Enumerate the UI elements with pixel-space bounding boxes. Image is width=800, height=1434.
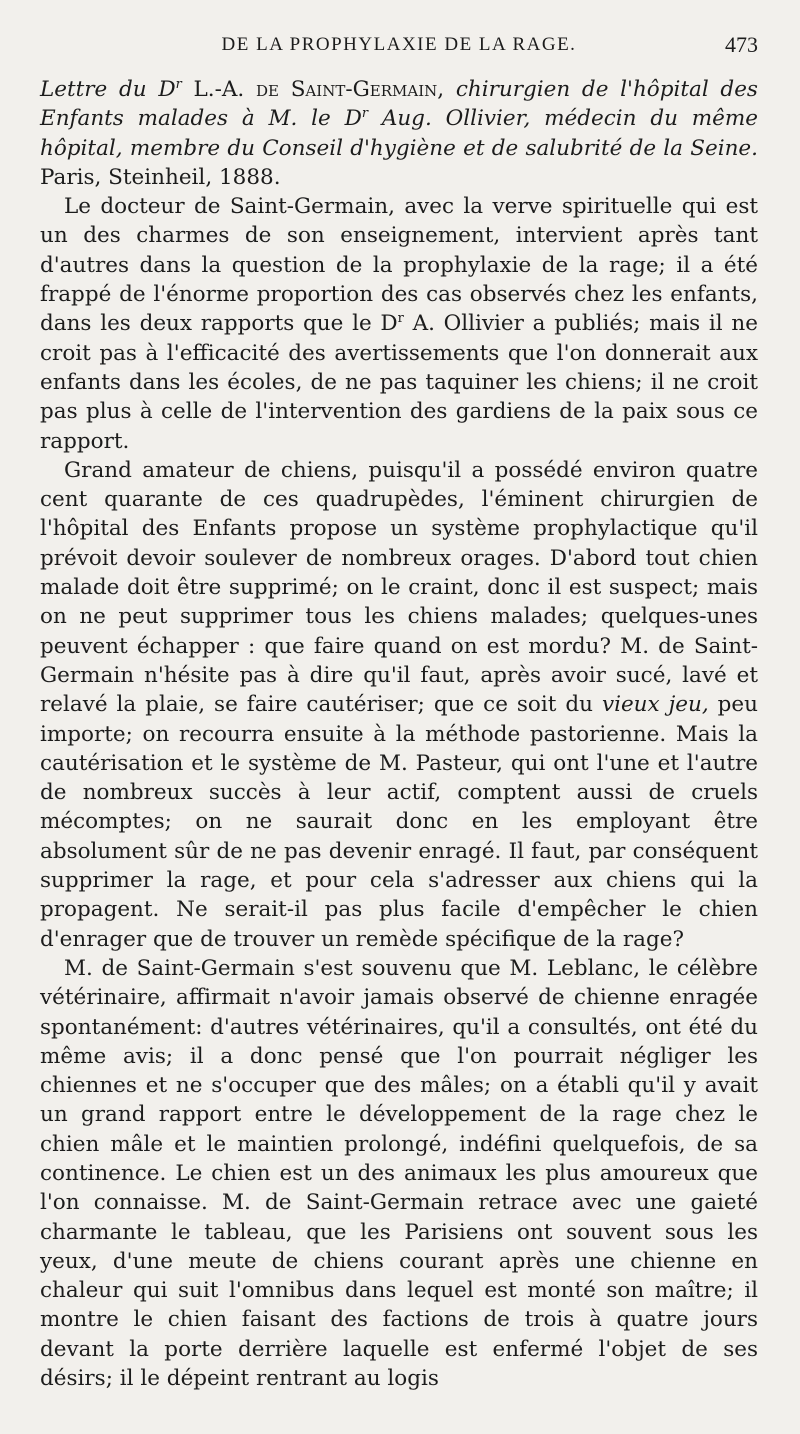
paragraph-1 [40,192,758,456]
ref-recipient: Aug. Ollivier, médecin du même hôpital, membre du Conseil d'hygiène et de salubrité de la Seine. [40,106,758,161]
paragraph-2-emphasis: vieux jeu, [601,692,709,718]
paragraph-1-text-b: A. Ollivier a publiés; mais il ne croit pas à l'efficacité des avertissements que l'on donnerait aux enfants dans les écoles, de ne pas taquiner les chiens; il ne croit pas plus à celle de l'intervention des gardiens de la paix sous ce rapport. [40,311,758,454]
ref-letter-sup: r [175,76,182,92]
body-text [40,75,758,1393]
ref-publisher: Paris, Steinheil, 1888. [40,164,281,190]
page-number: 473 [725,32,758,57]
paragraph-2-text-b: peu importe; on recourra ensuite à la méthode pastorienne. Mais la cautérisation et le système de M. Pasteur, qui ont l'une et l'autre de nombreux succès à leur actif, comptent aussi de cruels mécomptes; on ne saurait donc en les employant être absolument sûr de ne pas devenir enragé. Il faut, par conséquent supprimer la rage, et pour cela s'adresser aux chiens qui la propagent. Ne serait-il pas plus facile d'empêcher le chien d'enrager que de trouver un remède spécifique de la rage? [40,692,759,952]
bibliographic-reference [40,75,758,192]
ref-author-initials: L.-A. [193,77,245,102]
ref-role: chirurgien de l'hôpital des Enfants malades à M. le D [40,77,758,132]
paragraph-3: M. de Saint-Germain s'est souvenu que M. Leblanc, le célèbre vétérinaire, affirmait n'avoir jamais observé de chienne enragée spontanément: d'autres vétérinaires, qu'il a consultés, ont été du même avis; il a donc pensé que l'on pourrait négliger les chiennes et ne s'occuper que des mâles; on a établi qu'il y avait un grand rapport entre le développement de la rage chez le chien mâle et le maintien prolongé, indéfini quelquefois, de sa continence. Le chien est un des animaux les plus amoureux que l'on connaisse. M. de Saint-Germain retrace avec une gaieté charmante le tableau, que les Parisiens ont souvent sous les yeux, d'une meute de chiens courant après une chienne en chaleur qui suit l'omnibus dans lequel est monté son maître; il montre le chien faisant des factions de trois à quatre jours devant la porte derrière laquelle est enfermé l'objet de ses désirs; il le dépeint rentrant au logis [40,955,758,1392]
running-title: DE LA PROPHYLAXIE DE LA RAGE. [221,34,577,55]
page-header [40,34,758,60]
ref-author-name: Saint-Germain, [290,77,445,102]
paragraph-1-text-a: Le docteur de Saint-Germain, avec la verve spirituelle qui est un des charmes de son enseignement, intervient après tant d'autres dans la question de la prophylaxie de la rage; il a été frappé de l'énorme proportion des cas observés chez les enfants, dans les deux rapports que le D [40,194,758,337]
ref-letter: Lettre du D [40,77,176,102]
paragraph-2 [40,456,758,954]
paragraph-1-sup: r [397,311,404,327]
ref-role-sup: r [361,106,368,122]
paragraph-2-text-a: Grand amateur de chiens, puisqu'il a possédé environ quatre cent quarante de ces quadrupèdes, l'éminent chirurgien de l'hôpital des Enfants propose un système prophylactique qu'il prévoit devoir soulever de nombreux orages. D'abord tout chien malade doit être supprimé; on le craint, donc il est suspect; mais on ne peut supprimer tous les chiens malades; quelques-unes peuvent échapper : que faire quand on est mordu? M. de Saint-Germain n'hésite pas à dire qu'il faut, après avoir sucé, lavé et relavé la plaie, se faire cautériser; que ce soit du [40,457,758,718]
ref-author-de: de [255,77,279,102]
